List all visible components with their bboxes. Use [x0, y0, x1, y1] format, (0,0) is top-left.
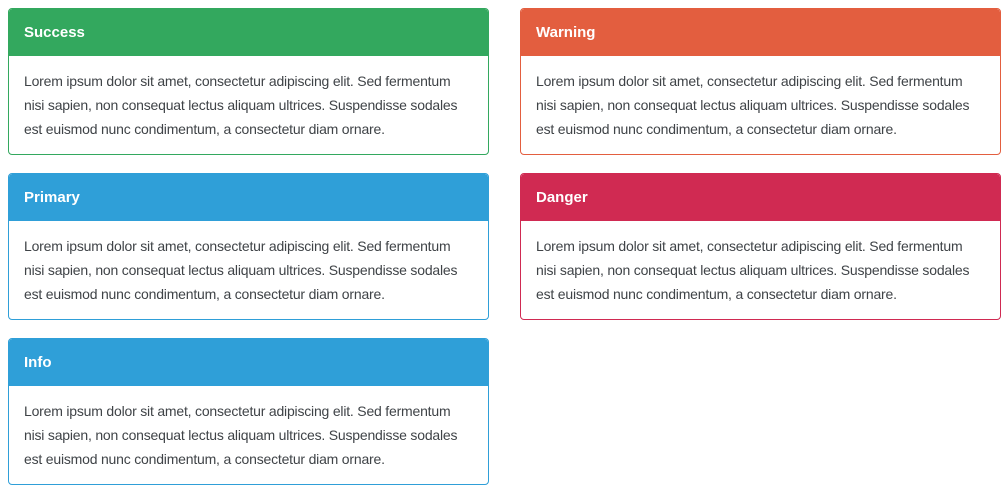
panel-primary-heading: [9, 174, 488, 221]
panel-info: [8, 338, 489, 485]
panel-success-title: Success: [24, 24, 85, 41]
panel-info-body: Lorem ipsum dolor sit amet, consectetur adipiscing elit. Sed fermentum nisi sapien, non consequat lectus aliquam ultrices. Suspendisse sodales est euismod nunc condimentum, a consectetur diam ornare.: [24, 403, 458, 467]
panel-warning-title: Warning: [536, 24, 596, 41]
panel-warning-heading: [521, 9, 1000, 56]
panel-primary-body: Lorem ipsum dolor sit amet, consectetur adipiscing elit. Sed fermentum nisi sapien, non consequat lectus aliquam ultrices. Suspendisse sodales est euismod nunc condimentum, a consectetur diam ornare.: [24, 238, 458, 302]
panel-success: [8, 8, 489, 155]
panel-danger-title: Danger: [536, 189, 588, 206]
panel-info-title: Info: [24, 354, 52, 371]
panel-danger-heading: [521, 174, 1000, 221]
panel-warning: [520, 8, 1001, 155]
panel-success-heading: [9, 9, 488, 56]
panel-danger-body: Lorem ipsum dolor sit amet, consectetur adipiscing elit. Sed fermentum nisi sapien, non consequat lectus aliquam ultrices. Suspendisse sodales est euismod nunc condimentum, a consectetur diam ornare.: [536, 238, 970, 302]
panel-primary-title: Primary: [24, 189, 80, 206]
panel-primary: [8, 173, 489, 320]
panel-grid: [8, 8, 1001, 485]
panel-warning-body: Lorem ipsum dolor sit amet, consectetur adipiscing elit. Sed fermentum nisi sapien, non consequat lectus aliquam ultrices. Suspendisse sodales est euismod nunc condimentum, a consectetur diam ornare.: [536, 73, 970, 137]
panel-success-body: Lorem ipsum dolor sit amet, consectetur adipiscing elit. Sed fermentum nisi sapien, non consequat lectus aliquam ultrices. Suspendisse sodales est euismod nunc condimentum, a consectetur diam ornare.: [24, 73, 458, 137]
panel-danger: [520, 173, 1001, 320]
panel-info-heading: [9, 339, 488, 386]
